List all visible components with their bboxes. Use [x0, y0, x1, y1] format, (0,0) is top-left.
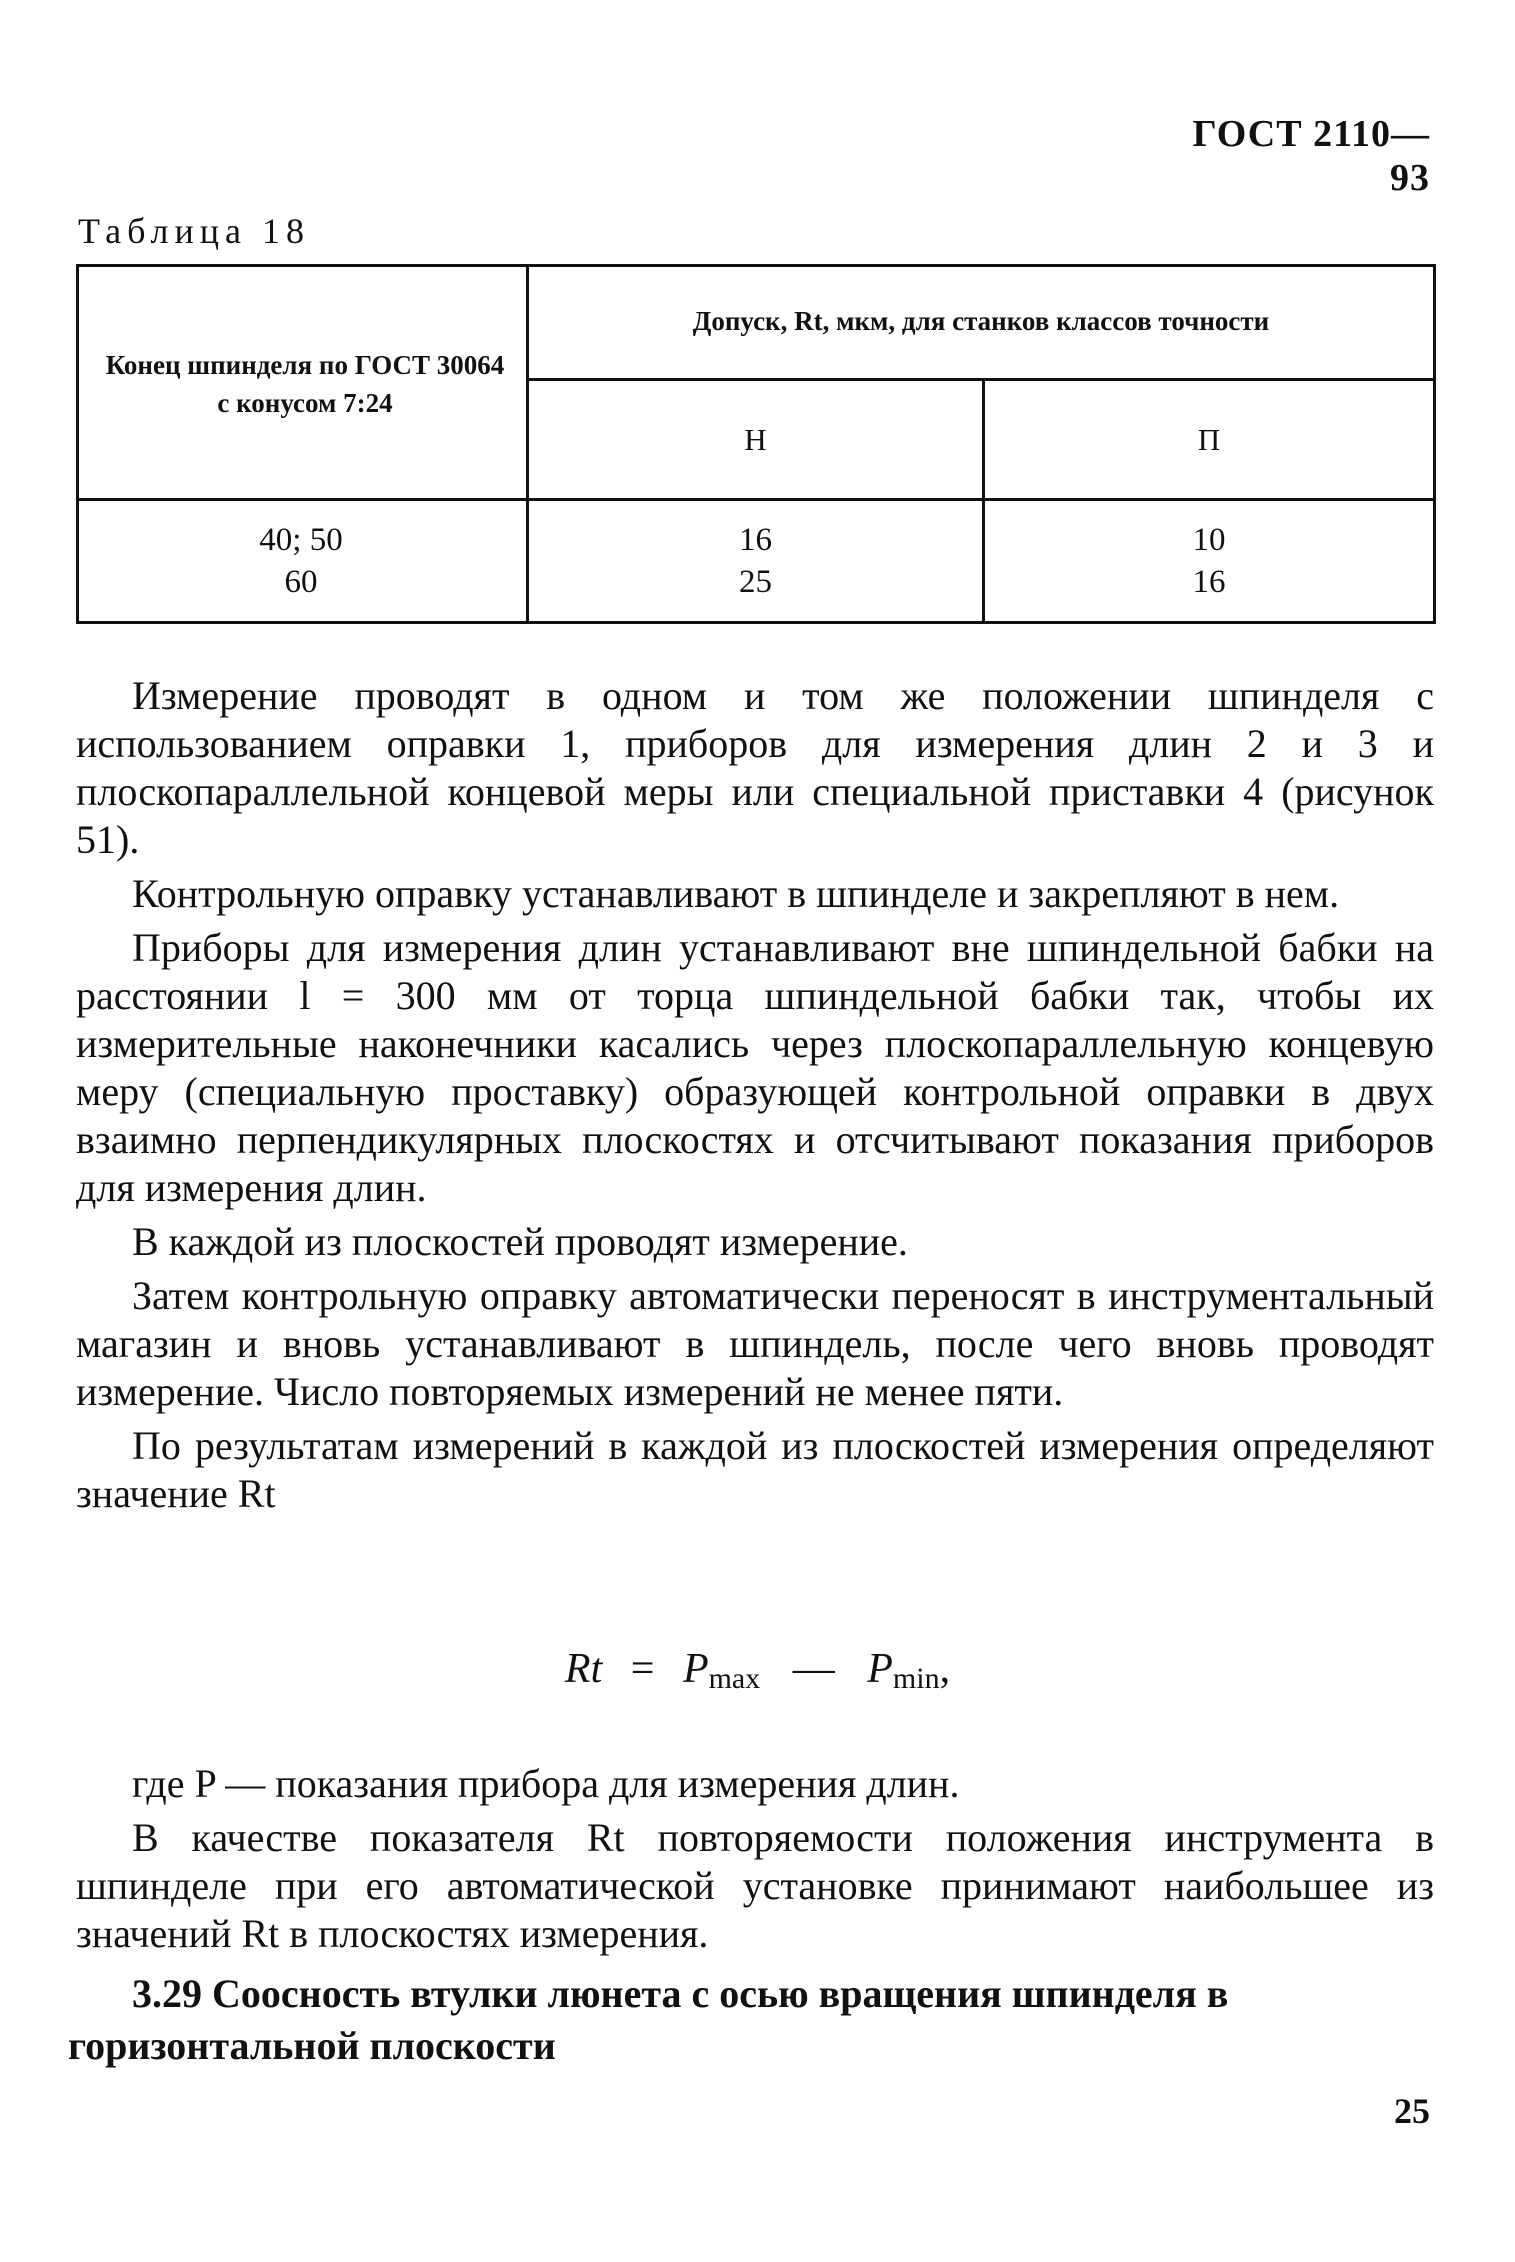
- table-cell: 40; 50: [259, 522, 343, 558]
- formula-minus: —: [792, 1646, 835, 1692]
- table-cell: 16: [1192, 564, 1226, 600]
- table-header-spindle-end: Конец шпинделя по ГОСТ 30064 с конусом 7:24: [105, 350, 505, 418]
- paragraph-repeat: Затем контрольную оправку автоматически переносят в инструментальный магазин и вновь устанавливают в шпиндель, после чего вновь проводят измерение. Число повторяемых измерений не менее пяти.: [76, 1273, 1434, 1414]
- table-border-right: [1433, 264, 1436, 624]
- paragraph-instruments: Приборы для измерения длин устанавливают вне шпиндельной бабки на расстоянии l = 300 мм от торца шпиндельной бабки так, чтобы их измерительные наконечники касались через плоскопараллельную концевую меру (специальную проставку) образующей контрольной оправки в двух взаимно перпендикулярных плоскостях и отсчитывают показания приборов для измерения длин.: [76, 925, 1434, 1210]
- formula-comma: ,: [939, 1646, 951, 1692]
- table-cell: 25: [739, 564, 772, 600]
- paragraph-where: где P — показания прибора для измерения длин.: [132, 1761, 960, 1806]
- paragraph-mandrel: Контрольную оправку устанавливают в шпинделе и закрепляют в нем.: [132, 871, 1340, 916]
- table-cell: 10: [1192, 522, 1226, 558]
- paragraph-each-plane: В каждой из плоскостей проводят измерение.: [132, 1219, 908, 1264]
- table-border-bottom: [76, 621, 1436, 624]
- table-col-h: [529, 501, 982, 621]
- table-header-class-h: Н: [744, 421, 767, 457]
- body-text-after-formula: [76, 1760, 1434, 1958]
- table-header-class-p: П: [1197, 421, 1221, 457]
- paragraph-measurement: Измерение проводят в одном и том же положении шпинделя с использованием оправки 1, приборов для измерения длин 2 и 3 и плоскопараллельной концевой меры или специальной приставки 4 (рисунок 51).: [76, 673, 1434, 862]
- table-caption: Таблица 18: [78, 211, 310, 251]
- formula-rt: [0, 1645, 1515, 1696]
- formula-p-max: P: [682, 1646, 709, 1692]
- formula-max-subscript: max: [708, 1662, 761, 1695]
- body-text: [76, 672, 1434, 1518]
- table-cell: 60: [284, 564, 318, 600]
- paragraph-results: По результатам измерений в каждой из плоскостей измерения определяют значение Rt: [76, 1423, 1434, 1516]
- document-standard-number: ГОСТ 2110—93: [1192, 113, 1430, 199]
- table-cell: 16: [739, 522, 772, 558]
- table-col-p: [985, 501, 1433, 621]
- page-number: 25: [1394, 2091, 1430, 2131]
- formula-equals: =: [630, 1646, 655, 1692]
- paragraph-indicator: В качестве показателя Rt повторяемости положения инструмента в шпинделе при его автоматической установке принимают наибольшее из значений Rt в плоскостях измерения.: [76, 1815, 1434, 1956]
- formula-min-subscript: min: [892, 1662, 940, 1695]
- formula-p-min: P: [867, 1646, 893, 1692]
- formula-lhs: Rt: [564, 1646, 603, 1692]
- section-heading: 3.29 Соосность втулки люнета с осью вращения шпинделя в горизонтальной плоскости: [68, 1971, 1229, 2068]
- table-col-spindle: [76, 501, 526, 621]
- tolerance-table: [76, 264, 1436, 624]
- table-header-tolerance: Допуск, Rt, мкм, для станков классов точности: [692, 306, 1270, 336]
